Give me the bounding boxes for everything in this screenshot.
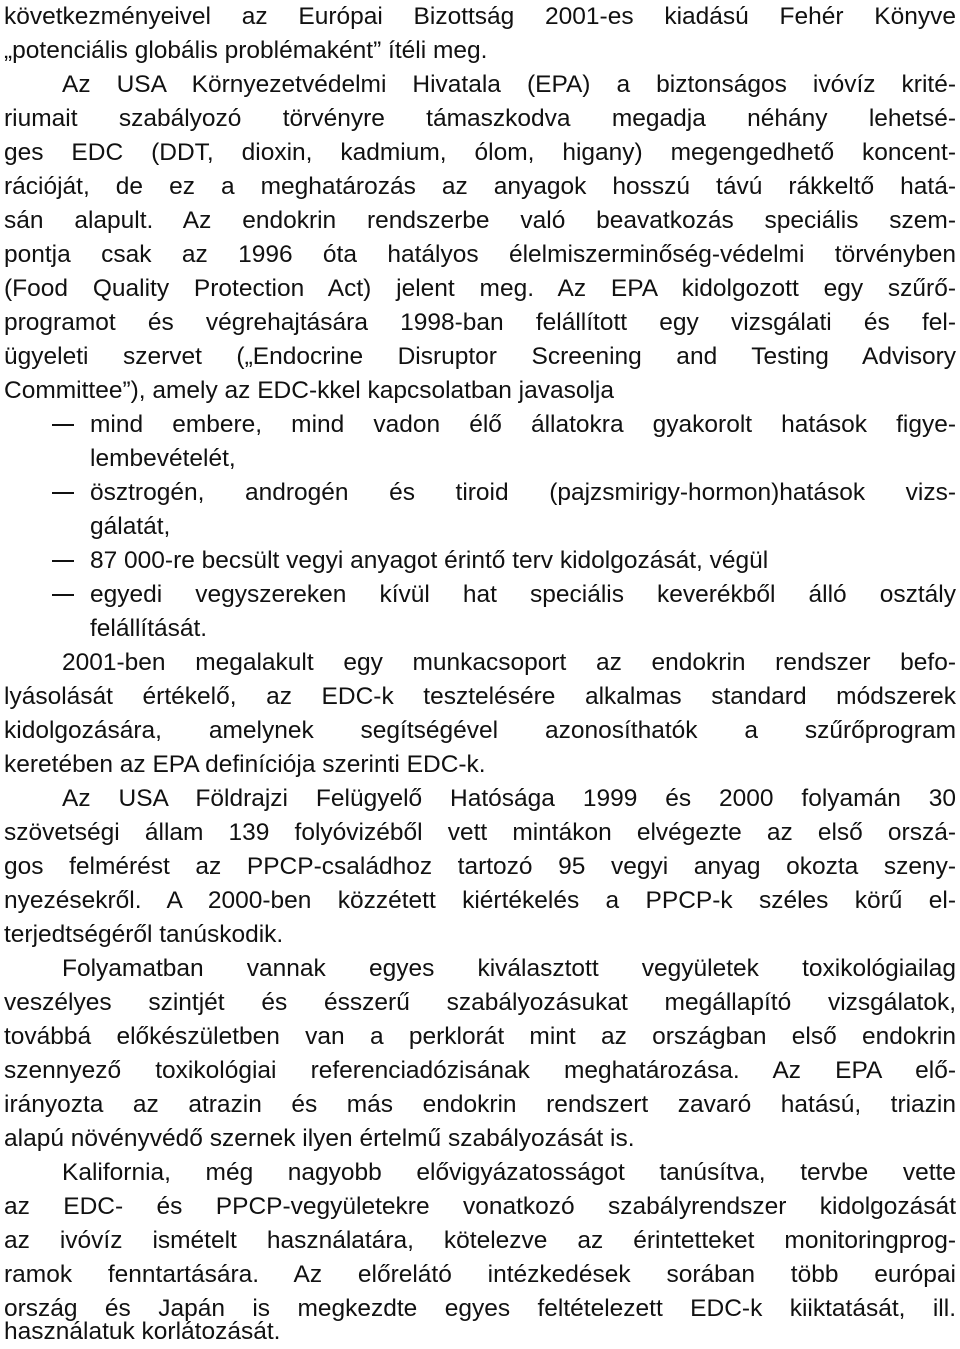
text-line: sán alapult. Az endokrin rendszerbe való beavatkozás speciális szem- [4,207,956,234]
paragraph-first-line: Az USA Földrajzi Felügyelő Hatósága 1999 és 2000 folyamán 30 [62,785,956,812]
paragraph-first-line: 2001-ben megalakult egy munkacsoport az endokrin rendszer befo- [62,649,956,676]
text-line: az EDC- és PPCP-vegyületekre vonatkozó szabályrendszer kidolgozását [4,1193,956,1220]
text-line: továbbá előkészületben van a perklorát mint az országban első endokrin [4,1023,956,1050]
text-line: szövetségi állam 139 folyóvizéből vett mintákon elvégezte az első orszá- [4,819,956,846]
text-line: gos felmérést az PPCP-családhoz tartozó 95 vegyi anyag okozta szeny- [4,853,956,880]
text-line: használatuk korlátozását. [4,1318,281,1345]
list-item-line: 87 000-re becsült vegyi anyagot érintő terv kidolgozását, végül [90,547,769,574]
text-line: pontja csak az 1996 óta hatályos élelmiszerminőség-védelmi törvényben [4,241,956,268]
text-line: riumait szabályozó törvényre támaszkodva megadja néhány lehetsé- [4,105,956,132]
list-item-line: felállítását. [90,615,208,642]
text-line: keretében az EPA definíciója szerinti EDC-k. [4,751,486,778]
text-line: terjedtségéről tanúskodik. [4,921,284,948]
text-line: az ivóvíz ismételt használatára, kötelezve az érintetteket monitoringprog- [4,1227,956,1254]
text-line: lyásolását értékelő, az EDC-k tesztelésére alkalmas standard módszerek [4,683,956,710]
text-line: „potenciális globális problémaként” ítéli meg. [4,37,488,64]
list-item-line: gálatát, [90,513,171,540]
paragraph-first-line: Az USA Környezetvédelmi Hivatala (EPA) a biztonságos ivóvíz krité- [62,71,956,98]
text-line: Committee”), amely az EDC-kkel kapcsolatban javasolja [4,377,614,404]
text-line: szennyező toxikológiai referenciadózisának meghatározása. Az EPA elő- [4,1057,956,1084]
text-line: ország és Japán is megkezdte egyes feltételezett EDC-k kiiktatását, ill. [4,1295,956,1322]
text-line: veszélyes szintjét és ésszerű szabályozásukat megállapító vizsgálatok, [4,989,956,1016]
list-dash-marker [52,424,74,426]
text-line: kidolgozására, amelynek segítségével azonosíthatók a szűrőprogram [4,717,956,744]
list-item-line: mind embere, mind vadon élő állatokra gyakorolt hatások figye- [90,411,956,438]
paragraph-first-line: Folyamatban vannak egyes kiválasztott vegyületek toxikológiailag [62,955,956,982]
text-line: alapú növényvédő szernek ilyen értelmű szabályozását is. [4,1125,635,1152]
list-dash-marker [52,560,74,562]
list-item-line: ösztrogén, androgén és tiroid (pajzsmirigy-hormon)hatások vizs- [90,479,956,506]
text-line: ramok fenntartására. Az előrelátó intézkedések sorában több európai [4,1261,956,1288]
text-line: következményeivel az Európai Bizottság 2001-es kiadású Fehér Könyve [4,3,956,30]
text-line: (Food Quality Protection Act) jelent meg. Az EPA kidolgozott egy szűrő- [4,275,956,302]
list-dash-marker [52,594,74,596]
text-line: rációját, de ez a meghatározás az anyagok hosszú távú rákkeltő hatá- [4,173,956,200]
text-line: ügyeleti szervet („Endocrine Disruptor Screening and Testing Advisory [4,343,956,370]
list-item-line: egyedi vegyszereken kívül hat speciális keverékből álló osztály [90,581,956,608]
list-dash-marker [52,492,74,494]
text-line: nyezésekről. A 2000-ben közzétett kiértékelés a PPCP-k széles körű el- [4,887,956,914]
text-line: irányozta az atrazin és más endokrin rendszert zavaró hatású, triazin [4,1091,956,1118]
text-line: programot és végrehajtására 1998-ban felállított egy vizsgálati és fel- [4,309,956,336]
text-line: ges EDC (DDT, dioxin, kadmium, ólom, higany) megengedhető koncent- [4,139,956,166]
paragraph-first-line: Kalifornia, még nagyobb elővigyázatosságot tanúsítva, tervbe vette [62,1159,956,1186]
list-item-line: lembevételét, [90,445,236,472]
